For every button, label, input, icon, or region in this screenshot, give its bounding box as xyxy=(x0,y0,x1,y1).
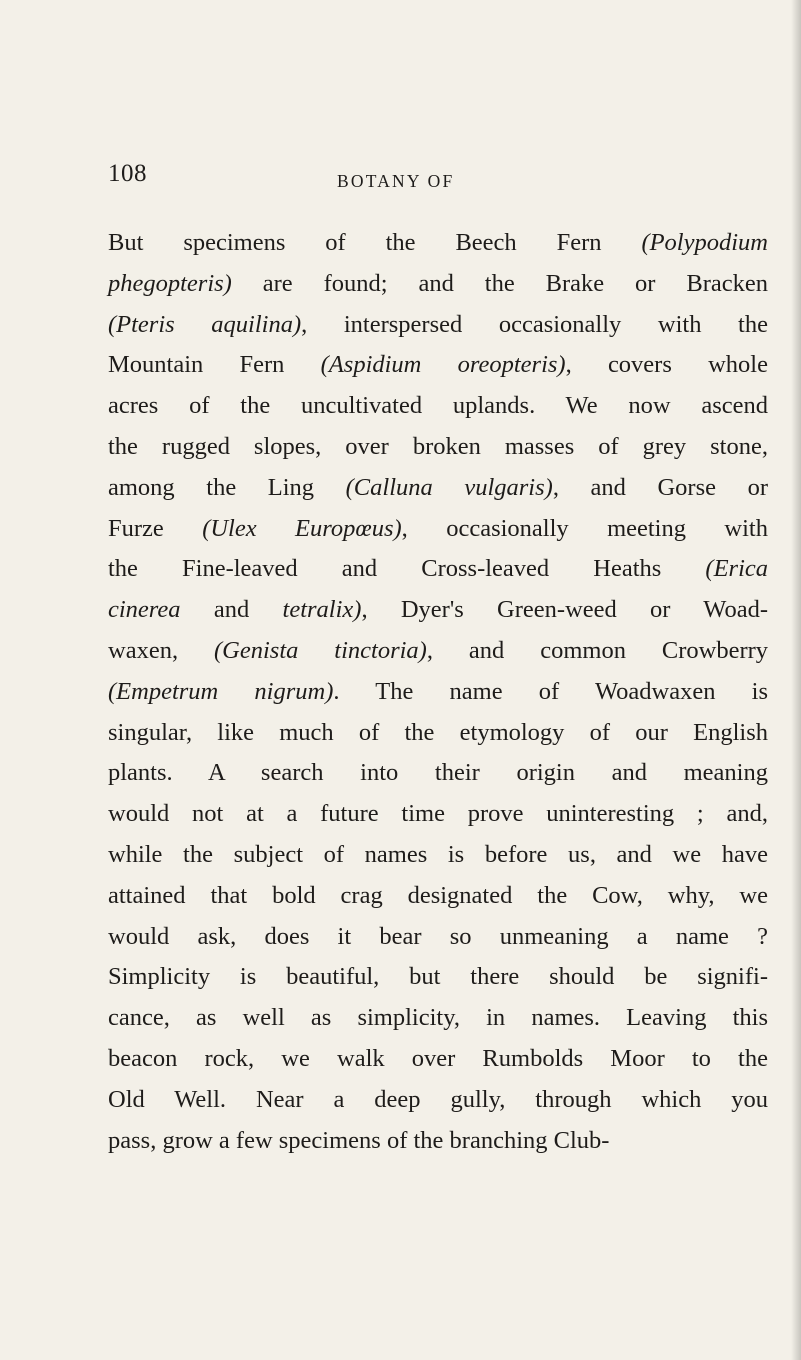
text-line xyxy=(108,310,768,340)
text-segment: , Dyer's Green-weed or Woad- xyxy=(361,596,768,624)
text-segment: among the Ling xyxy=(108,473,346,501)
text-segment: , covers whole xyxy=(565,351,768,379)
text-segment: beacon rock, we walk over Rumbolds Moor to the xyxy=(108,1045,768,1072)
text-line xyxy=(108,514,768,544)
text-segment: pass, grow a few specimens of the branching Club- xyxy=(108,1126,610,1154)
text-line xyxy=(108,840,768,870)
text-line xyxy=(108,881,768,911)
italic-segment: (Calluna vulgaris) xyxy=(345,473,553,501)
text-segment: , occasionally meeting with xyxy=(401,514,768,542)
text-segment: Furze xyxy=(108,514,203,542)
text-segment: waxen, xyxy=(108,637,214,664)
text-line xyxy=(108,350,768,380)
text-segment: cance, as well as simplicity, in names. Leaving this xyxy=(108,1004,768,1032)
italic-segment: tetralix) xyxy=(282,596,362,624)
text-line xyxy=(108,1003,768,1033)
text-line xyxy=(108,391,768,421)
text-segment: acres of the uncultivated uplands. We now ascend xyxy=(108,392,768,420)
italic-segment: (Genista tinctoria) xyxy=(214,637,427,664)
text-segment: the Fine-leaved and Cross-leaved Heaths xyxy=(108,555,706,583)
text-segment: are found; and the Brake or Bracken xyxy=(231,269,768,297)
text-line xyxy=(108,269,768,299)
text-segment: would not at a future time prove uninteresting ; and, xyxy=(108,800,768,828)
text-segment: But specimens of the Beech Fern xyxy=(108,229,642,256)
italic-segment: cinerea xyxy=(108,596,181,624)
text-line xyxy=(108,718,768,748)
text-line xyxy=(108,595,768,625)
italic-segment: phegopteris) xyxy=(108,269,232,297)
text-line xyxy=(108,799,768,829)
running-head: BOTANY OF xyxy=(337,171,455,191)
text-segment: Simplicity is beautiful, but there should be signifi- xyxy=(108,963,768,991)
italic-segment: (Pteris aquilina) xyxy=(108,310,302,338)
text-segment: , interspersed occasionally with the xyxy=(301,310,768,338)
text-line xyxy=(108,228,768,258)
text-segment: would ask, does it bear so unmeaning a name ? xyxy=(108,922,768,950)
text-segment: , and common Crowberry xyxy=(426,637,769,664)
text-segment: plants. A search into their origin and meaning xyxy=(108,759,768,787)
text-line xyxy=(108,554,768,584)
italic-segment: (Polypodium xyxy=(641,229,768,256)
text-line xyxy=(108,1126,768,1156)
text-segment: the rugged slopes, over broken masses of grey stone, xyxy=(108,433,768,460)
italic-segment: (Erica xyxy=(705,555,768,583)
text-segment: , and Gorse or xyxy=(552,473,768,501)
page-number: 108 xyxy=(108,160,147,187)
text-line xyxy=(108,473,768,503)
text-segment: and xyxy=(180,596,283,624)
text-segment: singular, like much of the etymology of our English xyxy=(108,718,768,746)
italic-segment: (Ulex Europœus) xyxy=(202,514,402,542)
text-line xyxy=(108,962,768,992)
text-segment: attained that bold crag designated the Cow, why, we xyxy=(108,881,768,909)
text-segment: Old Well. Near a deep gully, through which you xyxy=(108,1085,768,1113)
text-segment: while the subject of names is before us, and we have xyxy=(108,841,768,868)
text-segment: Mountain Fern xyxy=(108,351,321,379)
page-edge-shadow xyxy=(791,0,801,1360)
text-line xyxy=(108,1044,768,1074)
text-segment: . The name of Woadwaxen is xyxy=(333,677,768,705)
text-line xyxy=(108,1085,768,1115)
italic-segment: (Empetrum nigrum) xyxy=(108,677,334,705)
text-line xyxy=(108,922,768,952)
italic-segment: (Aspidium oreopteris) xyxy=(320,351,566,379)
text-line xyxy=(108,432,768,462)
text-line xyxy=(108,636,768,666)
text-line xyxy=(108,677,768,707)
text-line xyxy=(108,758,768,788)
